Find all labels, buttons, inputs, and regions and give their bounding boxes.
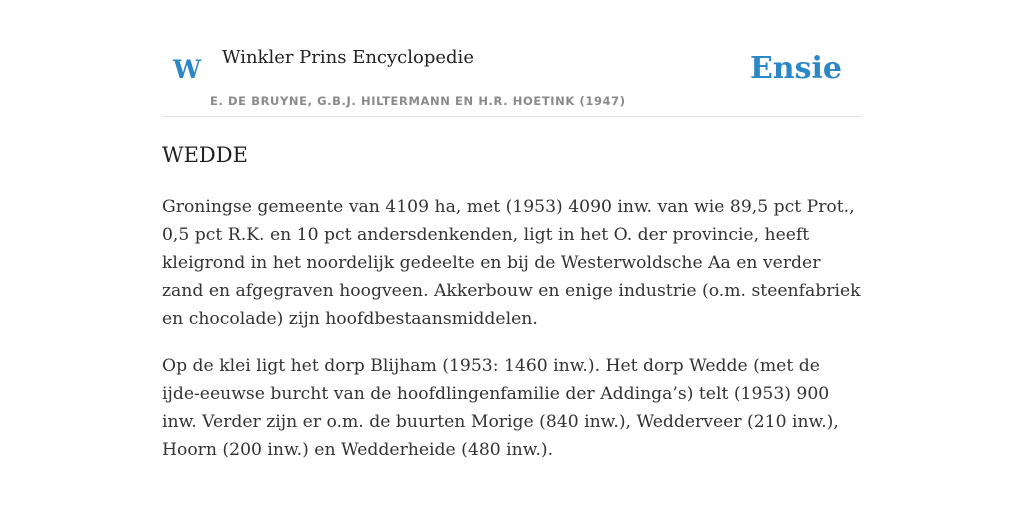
- authors-line: E. DE BRUYNE, G.B.J. HILTERMANN EN H.R. HOETINK (1947): [210, 94, 626, 108]
- page-header: [162, 0, 862, 117]
- entry-paragraph: Groningse gemeente van 4109 ha, met (1953) 4090 inw. van wie 89,5 pct Prot., 0,5 pct R.K. en 10 pct andersdenkenden, ligt in het O. der provincie, heeft kleigrond in het noordelijk gedeelte en bij de Westerwoldsche Aa en verder zand en afgegraven hoogveen. Akkerbouw en enige industrie (o.m. steenfabriek en chocolade) zijn hoofdbestaansmiddelen.: [162, 197, 861, 329]
- entry-title: WEDDE: [162, 143, 248, 167]
- ensie-logo[interactable]: Ensie: [749, 51, 842, 86]
- page: [162, 0, 862, 460]
- entry-paragraph: Op de klei ligt het dorp Blijham (1953: 1460 inw.). Het dorp Wedde (met de ijde-eeuwse burcht van de hoofdlingenfamilie der Addinga’s) telt (1953) 900 inw. Verder zijn er o.m. de buurten Morige (840 inw.), Wedderveer (210 inw.), Hoorn (200 inw.) en Wedderheide (480 inw.).: [162, 356, 839, 460]
- encyclopedia-title-link[interactable]: Winkler Prins Encyclopedie: [222, 47, 474, 68]
- encyclopedia-logo-icon[interactable]: W: [173, 55, 202, 84]
- entry-body: [162, 193, 862, 483]
